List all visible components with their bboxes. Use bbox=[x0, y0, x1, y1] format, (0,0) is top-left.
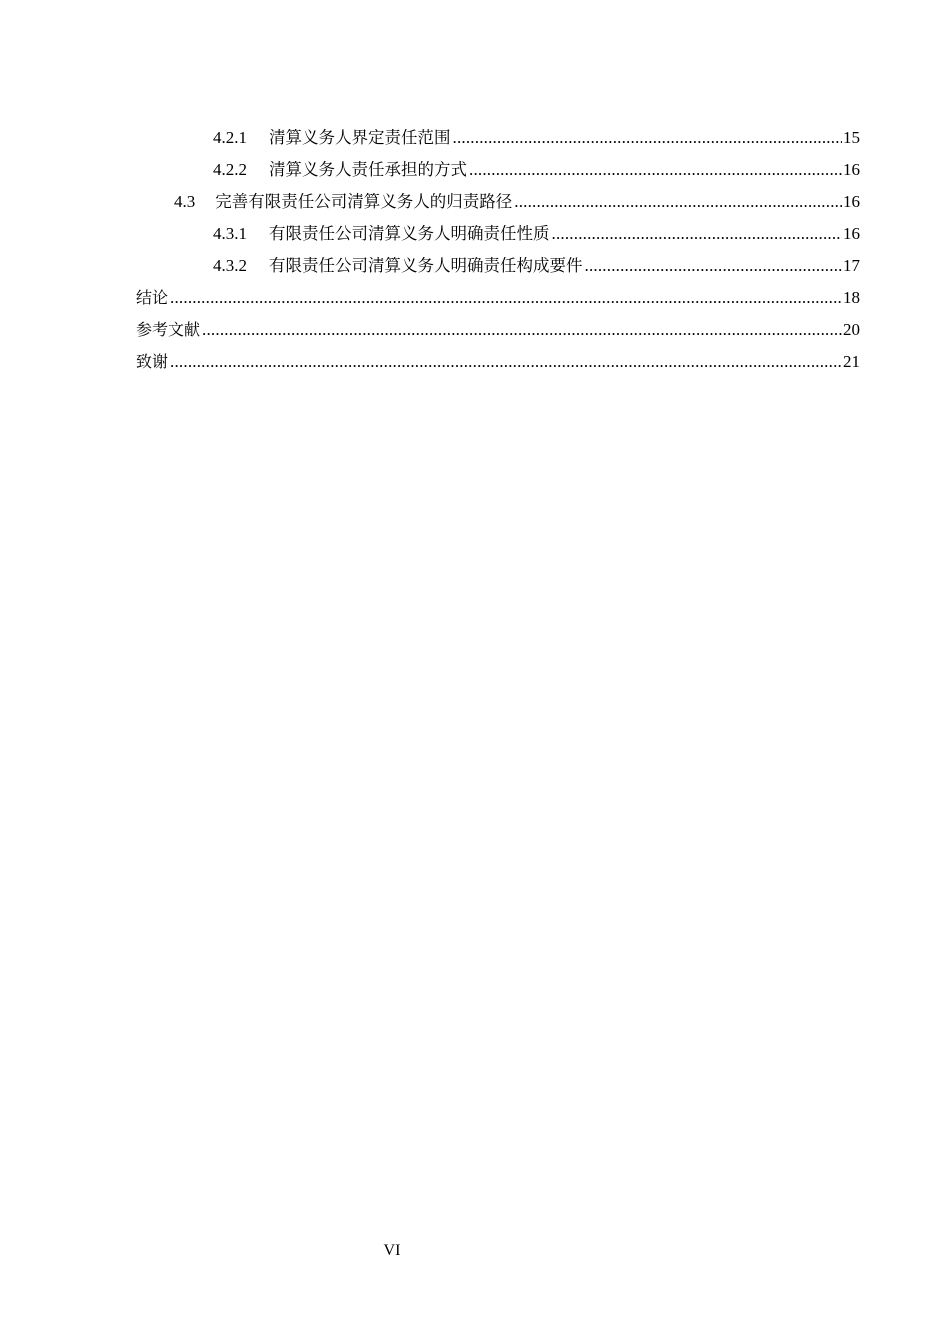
toc-entry-page: 16 bbox=[843, 224, 860, 243]
toc-entry-number: 4.3.2 bbox=[213, 256, 247, 275]
toc-entry-4-2-1[interactable] bbox=[0, 117, 860, 149]
toc-entry-number: 4.2.1 bbox=[213, 128, 247, 147]
toc-entry-page: 17 bbox=[843, 256, 860, 275]
toc-dot-leader bbox=[170, 287, 842, 309]
toc-entry-4-3-1[interactable] bbox=[0, 213, 860, 245]
toc-entry-title: 有限责任公司清算义务人明确责任构成要件 bbox=[269, 256, 583, 275]
toc-entry-references[interactable] bbox=[0, 309, 860, 341]
toc-entry-number: 4.2.2 bbox=[213, 160, 247, 179]
toc-entry-number: 4.3 bbox=[174, 192, 196, 211]
page-number-footer: VI bbox=[383, 1242, 401, 1259]
toc-entry-title: 参考文献 bbox=[136, 320, 201, 339]
toc-entry-4-2-2[interactable] bbox=[0, 149, 860, 181]
toc-dot-leader bbox=[585, 255, 843, 277]
toc-entry-title: 结论 bbox=[136, 288, 169, 307]
toc-entry-page: 15 bbox=[843, 128, 860, 147]
toc-entry-page: 16 bbox=[843, 192, 860, 211]
toc-dot-leader bbox=[552, 223, 843, 245]
toc-entry-conclusion[interactable] bbox=[0, 277, 860, 309]
toc-entry-4-3[interactable] bbox=[0, 181, 860, 213]
toc-entry-page: 20 bbox=[843, 320, 860, 339]
toc-dot-leader bbox=[453, 127, 843, 149]
toc-dot-leader bbox=[469, 159, 842, 181]
toc-dot-leader bbox=[202, 319, 842, 341]
toc-entry-4-3-2[interactable] bbox=[0, 245, 860, 277]
table-of-contents bbox=[0, 117, 950, 373]
toc-entry-page: 18 bbox=[843, 288, 860, 307]
toc-entry-title: 清算义务人界定责任范围 bbox=[269, 128, 451, 147]
toc-entry-acknowledgements[interactable] bbox=[0, 341, 860, 373]
toc-dot-leader bbox=[170, 351, 842, 373]
toc-dot-leader bbox=[514, 191, 842, 213]
toc-entry-number: 4.3.1 bbox=[213, 224, 247, 243]
toc-entry-title: 致谢 bbox=[136, 352, 169, 371]
toc-entry-page: 16 bbox=[843, 160, 860, 179]
toc-entry-title: 清算义务人责任承担的方式 bbox=[269, 160, 467, 179]
toc-entry-page: 21 bbox=[843, 352, 860, 371]
toc-entry-title: 完善有限责任公司清算义务人的归责路径 bbox=[215, 192, 513, 211]
toc-entry-title: 有限责任公司清算义务人明确责任性质 bbox=[269, 224, 550, 243]
